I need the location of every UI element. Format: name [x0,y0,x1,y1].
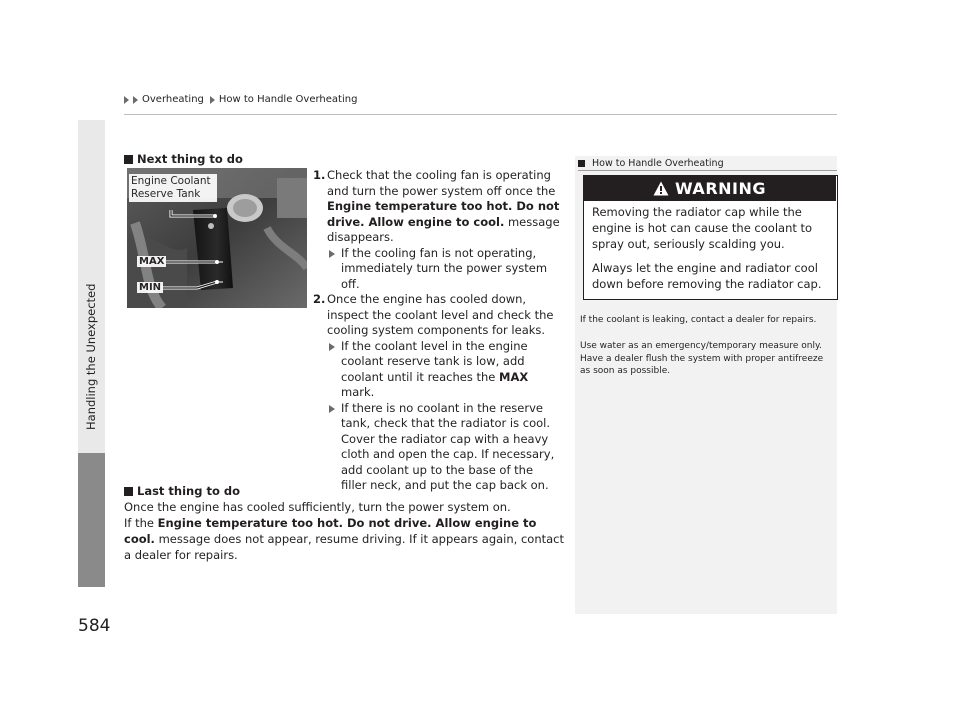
breadcrumb-arrow-icon [210,96,215,104]
paragraph [124,515,564,563]
step-item [313,292,560,494]
breadcrumb-item[interactable]: How to Handle Overheating [218,94,358,105]
note-paragraph: If the coolant is leaking, contact a dealer for repairs. [580,315,817,325]
chapter-tab-label: Handling the Unexpected [84,283,98,430]
warning-paragraph: Always let the engine and radiator cool down before removing the radiator cap. [592,261,822,291]
breadcrumb-item[interactable]: Overheating [142,94,204,105]
warning-header [583,175,836,201]
step-subitem [327,246,560,293]
page-number: 584 [78,616,111,636]
paragraph-bold: Engine temperature too hot. Do not drive. Allow engine to cool. [124,516,537,546]
step-bold-text: Engine temperature too hot. Do not drive. Allow engine to cool. [327,199,560,229]
step-item [313,168,560,292]
header-divider [124,114,837,115]
breadcrumb-arrow-icon [124,96,129,104]
breadcrumb-arrow-icon [133,96,138,104]
max-callout-label: MAX [139,256,165,267]
warning-text [592,204,832,300]
step-subitem [327,339,560,401]
sidebar-note-divider [578,170,837,171]
step-subitem-text: mark. [341,385,375,399]
step-text: message disappears. [327,214,560,244]
sidebar-note-title: How to Handle Overheating [592,158,724,169]
step-text: Check that the cooling fan is operating and turn the power system off once the [327,168,556,198]
arrow-bullet-icon [329,250,335,258]
chapter-tab-marker [78,453,105,587]
section-heading-text: Last thing to do [137,484,241,498]
square-bullet-icon [124,487,133,496]
step-text: Once the engine has cooled down, inspect the coolant level and check the cooling system components for leaks. [327,292,554,337]
warning-title: WARNING [675,178,766,198]
tank-callout-label: Engine Coolant Reserve Tank [129,174,217,202]
step-subitem-bold: MAX [499,369,529,384]
section-heading [124,483,564,499]
note-paragraph: Use water as an emergency/temporary measure only. Have a dealer flush the system with proper antifreeze as soon as possible. [580,341,824,376]
sidebar-note-header [578,158,724,169]
arrow-bullet-icon [329,405,335,413]
section-heading-text: Next thing to do [137,152,243,166]
paragraph-text: message does not appear, resume driving. If it appears again, contact a dealer for repairs. [124,532,564,562]
paragraph: Once the engine has cooled sufficiently, turn the power system on. [124,500,511,514]
steps-list [313,168,560,494]
step-number: 2. [313,292,326,306]
section-heading [124,152,243,166]
step-subitem [327,401,560,494]
square-bullet-icon [578,160,585,167]
warning-paragraph: Removing the radiator cap while the engine is hot can cause the coolant to spray out, seriously scalding you. [592,205,813,251]
step-subitem-text: If the cooling fan is not operating, immediately turn the power system off. [341,245,548,291]
step-number: 1. [313,168,326,182]
breadcrumb [124,94,357,105]
min-callout-label: MIN [139,282,162,293]
arrow-bullet-icon [329,343,335,351]
step-subitem-text: If the coolant level in the engine coolant reserve tank is low, add coolant until it reaches the [341,338,528,384]
warning-triangle-icon [653,181,669,196]
square-bullet-icon [124,155,133,164]
last-thing-section [124,483,564,563]
paragraph-text: If the [124,516,158,530]
step-subitem-text: If there is no coolant in the reserve tank, check that the radiator is cool. Cover the radiator cap with a heavy cloth and open the cap. If necessary, add coolant up to the base of the filler neck, and put the cap back on. [341,400,555,492]
